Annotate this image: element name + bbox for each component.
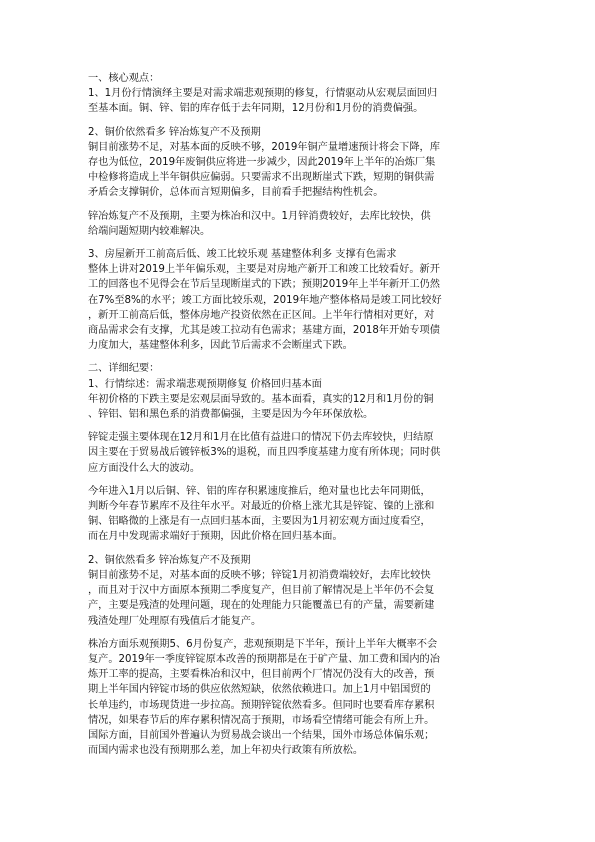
paragraph-line: 长单违约，市场现货进一步拉高。预期锌锭依然看多。但同时也要看库存累积	[88, 699, 435, 711]
paragraph-line: 株冶方面乐观预期5、6月份复产，悲观预期是下半年，预计上半年大概率不会	[88, 638, 438, 650]
paragraph-line: 而在月中发现需求端好于预期，因此价格在回归基本面。	[88, 531, 343, 543]
paragraph-line: 锌冶炼复产不及预期，主要为株冶和汉中。1月锌消费较好，去库比较快，供	[88, 210, 431, 222]
paragraph-line: 至基本面。铜、锌、铝的库存低于去年同期，12月份和1月份的消费偏强。	[88, 103, 424, 115]
paragraph-line: 残渣处理厂处理原有残值后才能复产。	[88, 615, 262, 627]
subsection-heading: 2、铜依然看多 锌冶炼复产不及预期	[88, 554, 251, 566]
paragraph-line: 矛盾会支撑铜价，总体而言短期偏多，目前看手把握结构性机会。	[88, 187, 384, 199]
section-copper-bullish	[88, 553, 518, 629]
paragraph-line: 在7%至8%的水平；竣工方面比较乐观，2019年地产整体格局是竣工同比较好	[88, 294, 442, 306]
paragraph-inventory-trend	[88, 484, 518, 545]
paragraph-line: 工的回落也不见得会在节后呈现断崖式的下跌；预期2019年上半年新开工仍然	[88, 279, 440, 291]
section-copper-outlook	[88, 125, 518, 201]
section-heading: 2、铜价依然看多 锌冶炼复产不及预期	[88, 126, 261, 138]
paragraph-line: 国际方面，目前国外普遍认为贸易战会谈出一个结果，国外市场总体偏乐观；	[88, 729, 435, 741]
paragraph-line: 铜目前涨势不足，对基本面的反映不够；锌锭1月初消费端较好，去库比较快	[88, 569, 431, 581]
paragraph-zinc-smelting	[88, 209, 518, 239]
paragraph-line: 今年进入1月以后铜、锌、铝的库存积累速度推后，绝对量也比去年同期低，	[88, 485, 431, 497]
section-core-views	[88, 71, 518, 117]
paragraph-line: 期上半年国内锌锭市场的供应依然短缺，依然依赖进口。加上1月中铝国贸的	[88, 684, 431, 696]
paragraph-line: 整体上讲对2019上半年偏乐观，主要是对房地产新开工和竣工比较看好。新开	[88, 264, 440, 276]
paragraph-line: ，新开工前高后低，整体房地产投资依然在正区间。上半年行情相对更好，对	[88, 309, 435, 321]
paragraph-line: 铜目前涨势不足，对基本面的反映不够，2019年铜产量增速预计将会下降，库	[88, 141, 440, 153]
paragraph-line: 存也为低位，2019年废铜供应将进一步减少，因此2019年上半年的冶炼厂集	[88, 157, 436, 169]
section-heading: 一、核心观点：	[88, 73, 160, 84]
paragraph-line: 产，主要是残渣的处理问题，现在的处理能力只能覆盖已有的产量，需要新建	[88, 600, 435, 612]
section-detailed-notes	[88, 361, 518, 422]
paragraph-line: 判断今年春节累库不及往年水平。对最近的价格上涨尤其是锌锭、镍的上涨和	[88, 501, 435, 513]
paragraph-line: 复产。2019年一季度锌锭原本改善的预期都是在于矿产量、加工费和国内的冶	[88, 653, 440, 665]
paragraph-line: 炼开工率的提高，主要看株冶和汉中，但目前两个厂情况仍没有大的改善，预	[88, 669, 435, 681]
subsection-heading: 1、行情综述：需求端悲观预期修复 价格回归基本面	[88, 378, 322, 390]
paragraph-line: 给端问题短期内较难解决。	[88, 225, 211, 237]
paragraph-line: 铜、铝略微的上涨是有一点回归基本面，主要因为1月初宏观方面过度看空，	[88, 516, 431, 528]
paragraph-line: 1、1月份行情演绎主要是对需求端悲观预期的修复，行情驱动从宏观层面回归	[88, 88, 438, 100]
section-housing-construction	[88, 247, 518, 353]
paragraph-line: 情况，如果春节后的库存累积情况高于预期，市场看空情绪可能会有所上升。	[88, 714, 435, 726]
paragraph-line: 中检修将造成上半年铜供应偏弱。只要需求不出现断崖式下跌，短期的铜供需	[88, 172, 435, 184]
paragraph-line: 、锌铝、铝和黑色系的消费都偏强，主要是因为今年环保放松。	[88, 409, 374, 421]
paragraph-line: 年初价格的下跌主要是宏观层面导致的。基本面看，真实的12月和1月份的铜	[88, 393, 434, 405]
paragraph-line: 而国内需求也没有预期那么差，加上年初央行政策有所放松。	[88, 745, 364, 757]
paragraph-zhuye-outlook	[88, 637, 518, 759]
section-heading: 二、详细纪要：	[88, 363, 160, 375]
paragraph-line: 锌锭走强主要体现在12月和1月在比值有益进口的情况下仍去库较快，归结原	[88, 432, 434, 444]
paragraph-zinc-strength	[88, 430, 518, 476]
paragraph-line: 应方面没什么大的波动。	[88, 462, 201, 474]
section-heading: 3、房屋新开工前高后低、竣工比较乐观 基建整体利多 支撑有色需求	[88, 249, 397, 261]
document-body	[88, 71, 518, 758]
paragraph-line: 因主要在于贸易战后镀锌板3%的退税，而且四季度基建力度有所体现；同时供	[88, 447, 441, 459]
paragraph-line: ，而且对于汉中方面原本预期二季度复产，但目前了解情况是上半年仍不会复	[88, 585, 435, 597]
paragraph-line: 商品需求会有支撑，尤其是竣工拉动有色需求；基建方面，2018年开始专项债	[88, 325, 440, 337]
paragraph-line: 力度加大，基建整体利多，因此节后需求不会断崖式下跌。	[88, 340, 353, 352]
